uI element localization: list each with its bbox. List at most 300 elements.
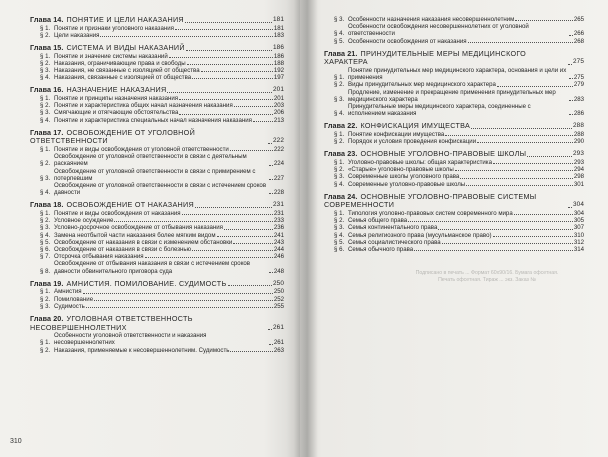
toc-chapter	[30, 44, 284, 81]
toc-section-entry	[324, 81, 584, 88]
section-page-number: 298	[573, 173, 584, 181]
section-number: § 3.	[334, 224, 345, 232]
toc-chapter	[30, 16, 284, 39]
section-page-number: 248	[273, 267, 284, 275]
section-number: § 3.	[334, 95, 345, 103]
section-page-number: 294	[573, 166, 584, 174]
section-title: Порядок и условия проведения конфискации	[348, 138, 477, 146]
section-page-number: 224	[273, 160, 284, 168]
section-title: Смягчающие и отягчающие обстоятельства	[54, 109, 179, 117]
section-title: Освобождение от уголовной ответственности в связи с примирением с потерпевшим	[54, 167, 256, 182]
section-number: § 5.	[334, 37, 345, 45]
toc-section-entry	[324, 239, 584, 246]
section-number: § 2.	[334, 166, 345, 174]
section-page-number: 222	[273, 146, 284, 153]
chapter-number: Глава 24.	[324, 191, 358, 201]
toc-section-entry	[324, 210, 584, 217]
chapter-page-number: 275	[573, 58, 584, 66]
toc-section-entry	[324, 89, 584, 103]
section-page-number: 314	[573, 246, 584, 254]
dot-leader	[497, 86, 573, 87]
chapter-page-number: 261	[273, 323, 284, 331]
section-page-number: 228	[273, 189, 284, 197]
chapter-title-group	[30, 16, 184, 25]
section-page-number: 261	[273, 339, 284, 347]
section-title: Освобождение от наказания в связи с болезнью	[54, 246, 192, 254]
chapter-title: СИСТЕМА И ВИДЫ НАКАЗАНИЙ	[66, 43, 185, 52]
section-title: Понятие и значение системы наказаний	[54, 52, 168, 60]
dot-leader	[569, 100, 573, 101]
toc-section-entry	[30, 95, 284, 102]
section-number: § 4.	[40, 189, 51, 197]
section-page-number: 310	[573, 231, 584, 239]
chapter-number: Глава 22.	[324, 121, 358, 131]
dot-leader	[466, 185, 573, 186]
chapter-title-group	[30, 129, 267, 146]
section-number: § 1.	[334, 131, 345, 139]
section-page-number: 181	[273, 24, 284, 32]
section-page-number: 286	[573, 110, 584, 118]
chapter-title: ОСВОБОЖДЕНИЕ ОТ НАКАЗАНИЯ	[66, 200, 194, 210]
section-page-number: 183	[273, 31, 284, 39]
toc-section-entry	[30, 153, 284, 167]
toc-section-entry	[324, 131, 584, 138]
section-title: Семья общего права	[348, 217, 408, 225]
chapter-number: Глава 20.	[30, 314, 64, 324]
dot-leader	[228, 285, 273, 286]
dot-leader	[192, 250, 273, 251]
section-number: § 1.	[334, 74, 345, 82]
chapter-number: Глава 21.	[324, 48, 358, 58]
chapter-page-number: 222	[273, 137, 284, 145]
chapter-title-group	[324, 50, 567, 67]
dot-leader	[114, 221, 273, 222]
section-number: § 1.	[40, 146, 51, 153]
chapter-title-group	[30, 86, 166, 95]
chapter-heading	[324, 193, 584, 210]
section-title: Цели наказания	[54, 31, 100, 39]
toc-section-entry	[324, 16, 584, 23]
section-page-number: 227	[273, 174, 284, 182]
chapter-title: УГОЛОВНАЯ ОТВЕТСТВЕННОСТЬ НЕСОВЕРШЕННОЛЕТНИХ	[30, 314, 193, 332]
toc-section-entry	[324, 173, 584, 180]
section-page-number: 283	[573, 95, 584, 103]
section-title: Амнистия	[54, 288, 82, 296]
chapter-number: Глава 15.	[30, 43, 64, 52]
dot-leader	[182, 214, 273, 215]
section-title: Помилование	[54, 295, 94, 303]
left-page	[0, 0, 300, 457]
section-title: Современные уголовно-правовые школы	[348, 180, 466, 188]
section-title: Особенности уголовной ответственности и наказания несовершеннолетних	[54, 332, 207, 347]
dot-leader	[230, 351, 272, 352]
section-number: § 3.	[40, 224, 51, 232]
dot-leader	[269, 272, 273, 273]
section-number: § 4.	[40, 74, 51, 82]
dot-leader	[230, 150, 273, 151]
chapter-title-group	[30, 201, 194, 210]
right-page	[300, 0, 608, 457]
chapter-page-number: 304	[573, 201, 584, 209]
section-number: § 1.	[334, 210, 345, 218]
dot-leader	[438, 229, 572, 230]
chapter-page-number: 201	[273, 86, 284, 94]
section-number: § 1.	[40, 95, 51, 102]
section-page-number: 275	[573, 74, 584, 82]
section-title: Понятие и принципы назначения наказания	[54, 95, 179, 102]
section-title: Продление, изменение и прекращение применения принудительных мер медицинского характера	[348, 88, 556, 103]
toc-section-entry	[324, 38, 584, 45]
dot-leader	[527, 156, 572, 157]
section-title: Условно-досрочное освобождение от отбывания наказания	[54, 224, 223, 232]
chapter-title-group	[30, 315, 267, 332]
section-title: Понятие и характеристика специальных начал назначения наказания	[54, 116, 252, 124]
section-page-number: 265	[573, 16, 584, 23]
chapter-title: НАЗНАЧЕНИЕ НАКАЗАНИЯ	[66, 85, 167, 95]
dot-leader	[493, 163, 573, 164]
chapter-heading	[30, 86, 284, 95]
section-title: Судимость	[54, 302, 85, 310]
toc-section-entry	[30, 288, 284, 295]
toc-section-entry	[324, 246, 584, 253]
section-number: § 4.	[334, 110, 345, 118]
section-title: Условное осуждение	[54, 217, 114, 225]
section-page-number: 312	[573, 238, 584, 246]
chapter-title: ОСВОБОЖДЕНИЕ ОТ УГОЛОВНОЙ ОТВЕТСТВЕННОСТИ	[30, 127, 196, 146]
toc-section-entry	[324, 159, 584, 166]
toc-section-entry	[30, 102, 284, 109]
dot-leader	[568, 64, 572, 65]
section-number: § 6.	[334, 246, 345, 254]
section-title: Понятие и признаки уголовного наказания	[54, 24, 174, 32]
dot-leader	[408, 221, 573, 222]
toc-section-entry	[30, 182, 284, 196]
section-page-number: 279	[573, 81, 584, 89]
section-page-number: 250	[273, 288, 284, 296]
toc-chapter	[324, 193, 584, 253]
dot-leader	[201, 71, 273, 72]
section-number: § 2.	[40, 160, 51, 168]
chapter-page-number: 181	[273, 16, 284, 23]
section-page-number: 301	[573, 180, 584, 188]
section-number: § 2.	[40, 102, 51, 110]
dot-leader	[269, 344, 273, 345]
continued-sections	[324, 16, 584, 45]
dot-leader	[234, 106, 273, 107]
toc-section-entry	[324, 224, 584, 231]
section-title: Семья социалистического права	[348, 238, 441, 246]
toc-section-entry	[324, 103, 584, 117]
dot-leader	[269, 193, 273, 194]
section-number: § 5.	[334, 238, 345, 246]
toc-section-entry	[324, 67, 584, 81]
section-number: § 2.	[40, 295, 51, 303]
dot-leader	[569, 114, 573, 115]
section-page-number: 243	[273, 238, 284, 246]
chapter-number: Глава 17.	[30, 127, 64, 137]
section-number: § 1.	[40, 210, 51, 218]
dot-leader	[100, 36, 272, 37]
dot-leader	[268, 143, 272, 144]
section-number: § 1.	[40, 288, 51, 296]
toc-section-entry	[30, 53, 284, 60]
dot-leader	[442, 243, 573, 244]
section-number: § 3.	[334, 16, 345, 23]
toc-section-entry	[30, 25, 284, 32]
chapter-page-number: 250	[273, 279, 284, 287]
chapter-page-number: 186	[273, 44, 284, 51]
chapter-title: ПОНЯТИЕ И ЦЕЛИ НАКАЗАНИЯ	[66, 15, 184, 24]
toc-section-entry	[30, 32, 284, 39]
section-number: § 2.	[40, 346, 51, 354]
dot-leader	[569, 35, 573, 36]
toc-chapter	[30, 129, 284, 197]
section-title: Наказания, не связанные с изоляцией от общества	[54, 67, 200, 74]
section-number: § 6.	[40, 246, 51, 254]
section-number: § 2.	[334, 138, 345, 146]
chapter-title: АМНИСТИЯ. ПОМИЛОВАНИЕ. СУДИМОСТЬ	[66, 278, 227, 288]
dot-leader	[568, 207, 572, 208]
section-number: § 8.	[40, 267, 51, 275]
section-page-number: 213	[273, 116, 284, 124]
chapter-heading	[324, 50, 584, 67]
section-title: Освобождение от отбывания наказания в связи с истечением сроков давности обвинительного приговора суда	[54, 260, 251, 275]
toc-section-entry	[30, 239, 284, 246]
toc-section-entry	[324, 181, 584, 188]
dot-leader	[514, 214, 573, 215]
section-title: Виды принудительных мер медицинского характера	[348, 81, 496, 89]
dot-leader	[269, 165, 273, 166]
chapter-heading	[30, 201, 284, 210]
toc-section-entry	[30, 60, 284, 67]
section-title: Типология уголовно-правовых систем современного мира	[348, 210, 513, 218]
section-page-number: 252	[273, 295, 284, 303]
section-page-number: 288	[573, 131, 584, 139]
toc-section-entry	[30, 217, 284, 224]
dot-leader	[179, 114, 272, 115]
chapter-heading	[30, 315, 284, 332]
section-title: Особенности освобождения несовершеннолетних от уголовной ответственности	[348, 23, 529, 38]
section-title: Уголовно-правовые школы: общая характеристика	[348, 159, 492, 167]
section-number: § 4.	[40, 116, 51, 124]
section-page-number: 246	[273, 253, 284, 261]
chapter-number: Глава 19.	[30, 278, 64, 288]
section-page-number: 203	[273, 102, 284, 110]
section-title: Понятие и виды освобождения от уголовной ответственности	[54, 146, 229, 153]
section-number: § 5.	[40, 238, 51, 246]
section-number: § 1.	[40, 24, 51, 32]
chapter-number: Глава 16.	[30, 85, 64, 95]
section-page-number: 244	[273, 246, 284, 254]
section-title: Семья обычного права	[348, 246, 414, 254]
imprint-bleed-through: Подписано в печать ... Формат 60х90/16. Бумага офсетная. Печать офсетная. Тираж ... экз. Заказ №	[415, 270, 559, 283]
toc-section-entry	[324, 232, 584, 239]
section-title: Понятие принудительных мер медицинского характера, основания и цели их применения	[348, 67, 567, 82]
dot-leader	[175, 29, 273, 30]
section-page-number: 241	[273, 231, 284, 239]
section-title: Наказания, ограничивающие права и свободы	[54, 59, 186, 67]
dot-leader	[477, 142, 573, 143]
toc-section-entry	[30, 332, 284, 346]
section-title: Особенности назначения наказания несовершеннолетним	[348, 16, 515, 23]
chapter-heading	[324, 150, 584, 159]
section-page-number: 255	[273, 302, 284, 310]
toc-section-entry	[30, 109, 284, 116]
section-title: Особенности освобождения от наказания	[348, 37, 467, 45]
chapter-page-number: 293	[573, 150, 584, 158]
section-title: Отсрочка отбывания наказания	[54, 253, 144, 261]
dot-leader	[217, 236, 273, 237]
toc-section-entry	[30, 260, 284, 274]
section-title: Наказания, применяемые к несовершеннолетним. Судимость	[54, 346, 230, 354]
chapter-number: Глава 18.	[30, 200, 64, 210]
section-number: § 7.	[40, 253, 51, 261]
chapter-heading	[30, 44, 284, 53]
section-number: § 3.	[40, 67, 51, 74]
dot-leader	[269, 179, 273, 180]
dot-leader	[455, 170, 573, 171]
section-number: § 2.	[40, 31, 51, 39]
dot-leader	[167, 92, 272, 93]
section-title: Семья континентального права	[348, 224, 438, 232]
section-number: § 4.	[334, 231, 345, 239]
toc-section-entry	[30, 296, 284, 303]
section-title: Освобождение от уголовной ответственности в связи с деятельным раскаянием	[54, 153, 247, 168]
chapter-title-group	[30, 44, 185, 53]
dot-leader	[145, 257, 273, 258]
dot-leader	[515, 20, 573, 21]
dot-leader	[94, 300, 273, 301]
dot-leader	[471, 128, 572, 129]
toc-chapter	[30, 201, 284, 274]
dot-leader	[169, 57, 273, 58]
toc-section-entry	[324, 166, 584, 173]
chapter-page-number: 231	[273, 201, 284, 209]
section-page-number: 236	[273, 224, 284, 232]
dot-leader	[414, 250, 573, 251]
toc-section-entry	[30, 303, 284, 310]
section-page-number: 197	[273, 74, 284, 82]
toc-section-entry	[30, 74, 284, 81]
section-title: Семья религиозного права (мусульманское право)	[348, 231, 492, 239]
dot-leader	[569, 78, 573, 79]
section-page-number: 307	[573, 224, 584, 232]
section-number: § 3.	[334, 173, 345, 181]
dot-leader	[185, 22, 272, 23]
chapter-page-number: 288	[573, 122, 584, 130]
chapter-title-group	[324, 150, 526, 159]
section-number: § 2.	[40, 217, 51, 225]
dot-leader	[83, 293, 273, 294]
section-title: Понятие и характеристика общих начал назначения наказания	[54, 102, 233, 110]
toc-section-entry	[30, 117, 284, 124]
section-page-number: 233	[273, 217, 284, 225]
chapter-title: КОНФИСКАЦИЯ ИМУЩЕСТВА	[360, 121, 471, 131]
toc-chapter	[324, 122, 584, 145]
section-number: § 3.	[40, 109, 51, 117]
toc-section-entry	[30, 168, 284, 182]
section-number: § 2.	[40, 59, 51, 67]
dot-leader	[445, 135, 573, 136]
section-number: § 1.	[40, 339, 51, 347]
section-title: «Старые» уголовно-правовые школы	[348, 166, 454, 174]
section-title: Современные школы уголовного права	[348, 173, 460, 181]
toc-section-entry	[324, 217, 584, 224]
chapter-title: ПРИНУДИТЕЛЬНЫЕ МЕРЫ МЕДИЦИНСКОГО ХАРАКТЕРА	[324, 48, 527, 67]
toc-section-entry	[30, 347, 284, 354]
dot-leader	[187, 64, 273, 65]
toc-section-entry	[30, 224, 284, 231]
dot-leader	[253, 121, 273, 122]
section-page-number: 290	[573, 138, 584, 146]
section-title: Понятие конфискации имущества	[348, 131, 445, 139]
section-page-number: 201	[273, 95, 284, 102]
section-number: § 4.	[40, 231, 51, 239]
toc-section-entry	[30, 67, 284, 74]
section-title: Наказания, связанные с изоляцией от общества	[54, 74, 192, 82]
section-number: § 3.	[40, 302, 51, 310]
section-title: Принудительные меры медицинского характера, соединенные с исполнением наказания	[348, 103, 531, 118]
section-number: § 1.	[334, 159, 345, 167]
section-title: Освобождение от наказания в связи с изменением обстановки	[54, 238, 233, 246]
dot-leader	[460, 178, 573, 179]
chapter-title-group	[324, 122, 470, 131]
dot-leader	[224, 229, 273, 230]
section-page-number: 186	[273, 52, 284, 60]
toc-chapter	[30, 280, 284, 310]
dot-leader	[195, 207, 272, 208]
section-page-number: 268	[573, 37, 584, 45]
section-page-number: 266	[573, 30, 584, 38]
toc-section-entry	[30, 232, 284, 239]
chapter-title-group	[324, 193, 567, 210]
toc-section-entry	[324, 23, 584, 37]
section-page-number: 192	[273, 67, 284, 74]
page-edge-shadow	[286, 0, 300, 457]
right-toc-column	[324, 16, 584, 258]
toc-section-entry	[30, 210, 284, 217]
chapter-number: Глава 14.	[30, 15, 64, 24]
section-page-number: 263	[273, 346, 284, 354]
section-number: § 2.	[334, 217, 345, 225]
dot-leader	[192, 78, 273, 79]
dot-leader	[179, 99, 273, 100]
section-page-number: 188	[273, 59, 284, 67]
dot-leader	[86, 307, 273, 308]
section-page-number: 305	[573, 217, 584, 225]
section-number: § 3.	[40, 174, 51, 182]
toc-chapter	[30, 86, 284, 123]
section-number: § 2.	[334, 81, 345, 89]
left-toc-column	[30, 16, 284, 359]
section-page-number: 293	[573, 159, 584, 167]
section-page-number: 304	[573, 210, 584, 218]
section-number: § 4.	[334, 30, 345, 38]
section-title: Замена неотбытой части наказания более мягким видом	[54, 231, 216, 239]
toc-section-entry	[324, 138, 584, 145]
section-title: Понятие и виды освобождения от наказания	[54, 210, 181, 218]
toc-chapter	[324, 150, 584, 187]
dot-leader	[233, 243, 273, 244]
chapter-title: ОСНОВНЫЕ УГОЛОВНО-ПРАВОВЫЕ ШКОЛЫ	[360, 149, 527, 159]
section-number: § 1.	[40, 52, 51, 60]
chapter-title: ОСНОВНЫЕ УГОЛОВНО-ПРАВОВЫЕ СИСТЕМЫ СОВРЕМЕННОСТИ	[324, 191, 537, 210]
chapter-heading	[30, 129, 284, 146]
dot-leader	[268, 329, 272, 330]
dot-leader	[493, 236, 573, 237]
dot-leader	[186, 50, 272, 51]
dot-leader	[468, 42, 573, 43]
